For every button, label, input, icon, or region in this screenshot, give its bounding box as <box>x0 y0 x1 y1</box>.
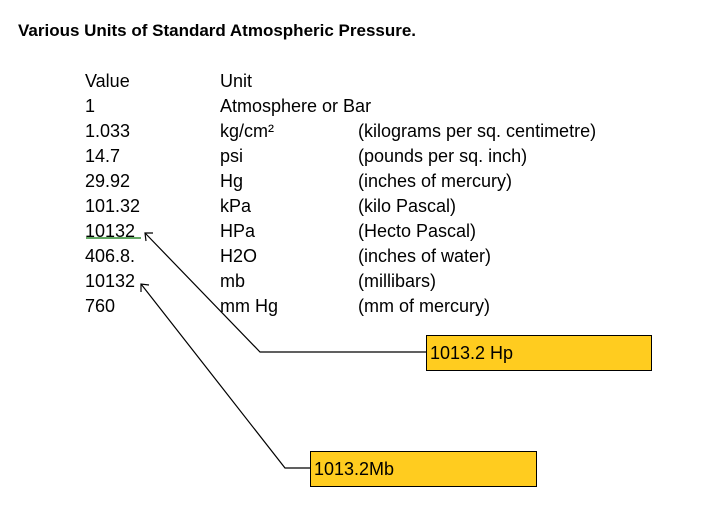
row-value: 406.8. <box>85 246 136 266</box>
row-unit: psi <box>220 146 244 166</box>
row-description: (inches of water) <box>358 246 492 266</box>
row-unit: kPa <box>220 196 252 216</box>
hpa-correction-callout: 1013.2 Hp <box>426 335 652 371</box>
row-value: 10132 <box>85 271 136 291</box>
row-value: 14.7 <box>85 146 121 166</box>
row-description: (kilograms per sq. centimetre) <box>358 121 597 141</box>
header-unit: Unit <box>220 71 253 91</box>
row-description: (kilo Pascal) <box>358 196 457 216</box>
row-unit: Hg <box>220 171 244 191</box>
row-value: 29.92 <box>85 171 131 191</box>
row-unit: HPa <box>220 221 256 241</box>
row-value: 1.033 <box>85 121 131 141</box>
row-value: 760 <box>85 296 116 316</box>
row-description: (inches of mercury) <box>358 171 513 191</box>
row-description: (millibars) <box>358 271 436 291</box>
row-unit: mm Hg <box>220 296 278 316</box>
mb-arrow-line <box>141 284 311 468</box>
row-unit: kg/cm² <box>220 121 274 141</box>
row-unit: mb <box>220 271 246 291</box>
header-value: Value <box>85 71 130 91</box>
row-unit: Atmosphere or Bar <box>220 96 372 116</box>
mb-correction-callout: 1013.2Mb <box>310 451 537 487</box>
row-description: (Hecto Pascal) <box>358 221 477 241</box>
row-description: (pounds per sq. inch) <box>358 146 528 166</box>
page-title: Various Units of Standard Atmospheric Pressure. <box>18 21 417 40</box>
row-description: (mm of mercury) <box>358 296 490 316</box>
row-value: 1 <box>85 96 96 116</box>
row-value: 101.32 <box>85 196 141 216</box>
row-unit: H2O <box>220 246 258 266</box>
row-value: 10132 <box>85 221 136 241</box>
hpa-arrow-line <box>145 233 428 352</box>
